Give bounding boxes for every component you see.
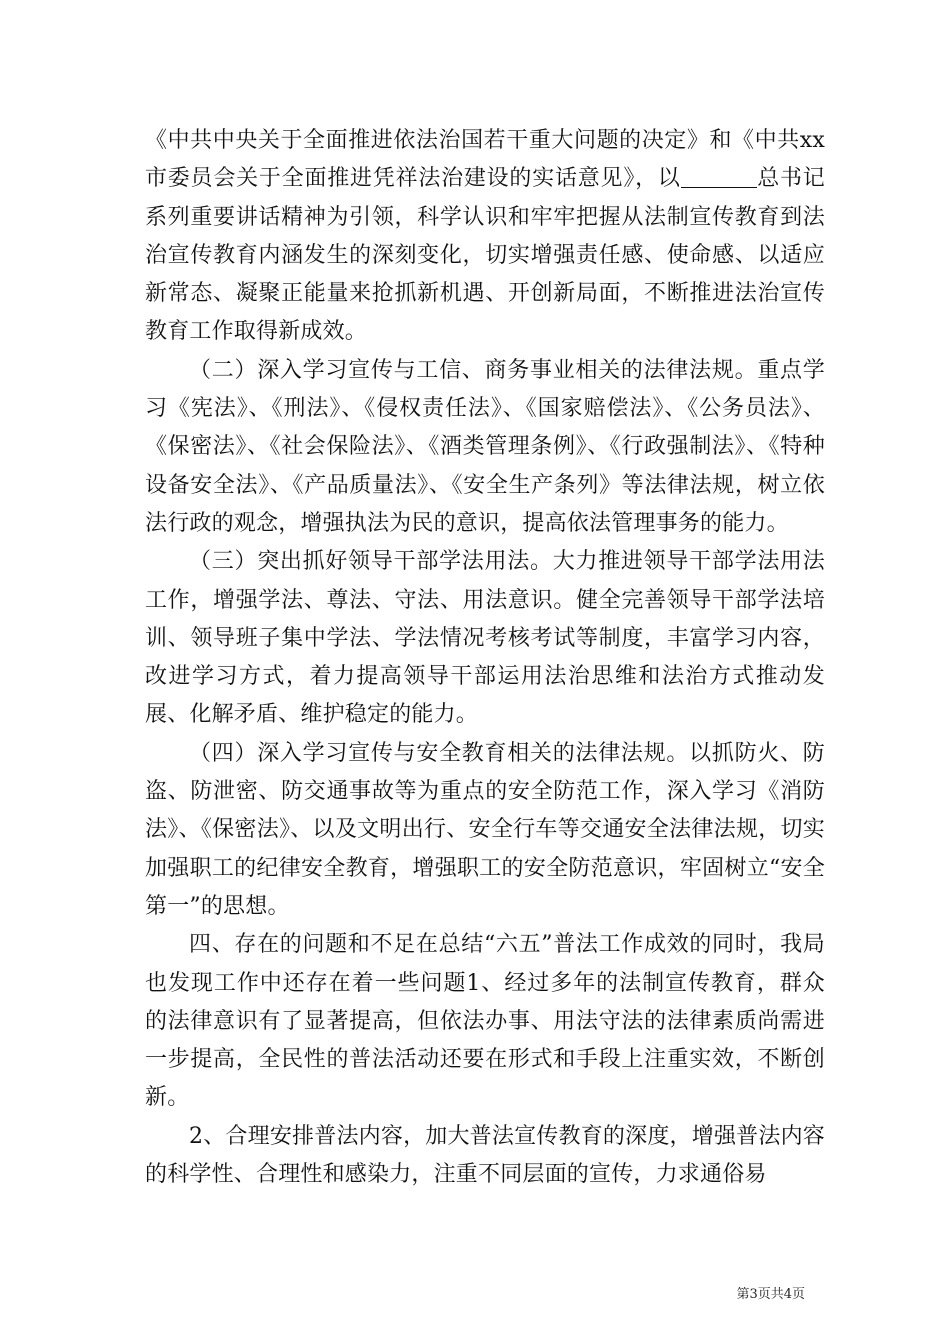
- paragraph-2: （二）深入学习宣传与工信、商务事业相关的法律法规。重点学习《宪法》、《刑法》、《侵权责任法》、《国家赔偿法》、《公务员法》、《保密法》、《社会保险法》、《酒类管理条例》、《行政强制法》、《特种设备安全法》、《产品质量法》、《安全生产条列》等法律法规，树立依法行政的观念，增强执法为民的意识，提高依法管理事务的能力。: [145, 357, 825, 536]
- page-number: 第3页共4页: [736, 1287, 805, 1302]
- paragraph-4: （四）深入学习宣传与安全教育相关的法律法规。以抓防火、防盗、防泄密、防交通事故等为重点的安全防范工作，深入学习《消防法》、《保密法》、以及文明出行、安全行车等交通安全法律法规，切实加强职工的纪律安全教育，增强职工的安全防范意识，牢固树立“安全第一”的思想。: [145, 740, 825, 919]
- document-body: [145, 122, 825, 1194]
- paragraph-1-part-2: 总书记系列重要讲话精神为引领，科学认识和牢牢把握从法制宣传教育到法治宣传教育内涵发生的深刻变化，切实增强责任感、使命感、以适应新常态、凝聚正能量来抢抓新机遇、开创新局面，不断推进法治宣传教育工作取得新成效。: [145, 166, 825, 345]
- paragraph-1: [145, 122, 825, 352]
- fill-in-blank: [681, 165, 757, 188]
- paragraph-5: 四、存在的问题和不足在总结“六五”普法工作成效的同时，我局也发现工作中还存在着一些问题1、经过多年的法制宣传教育，群众的法律意识有了显著提高，但依法办事、用法守法的法律素质尚需进一步提高，全民性的普法活动还要在形式和手段上注重实效，不断创新。: [145, 932, 825, 1111]
- paragraph-1-part-1: 《中共中央关于全面推进依法治国若干重大问题的决定》和《中共xx市委员会关于全面推进凭祥法治建设的实话意见》，以: [145, 128, 825, 192]
- paragraph-3: （三）突出抓好领导干部学法用法。大力推进领导干部学法用法工作，增强学法、尊法、守法、用法意识。健全完善领导干部学法培训、领导班子集中学法、学法情况考核考试等制度，丰富学习内容，改进学习方式，着力提高领导干部运用法治思维和法治方式推动发展、化解矛盾、维护稳定的能力。: [145, 549, 825, 728]
- paragraph-6: 2、合理安排普法内容，加大普法宣传教育的深度，增强普法内容的科学性、合理性和感染力，注重不同层面的宣传，力求通俗易: [145, 1123, 825, 1188]
- page-footer: [0, 1283, 805, 1302]
